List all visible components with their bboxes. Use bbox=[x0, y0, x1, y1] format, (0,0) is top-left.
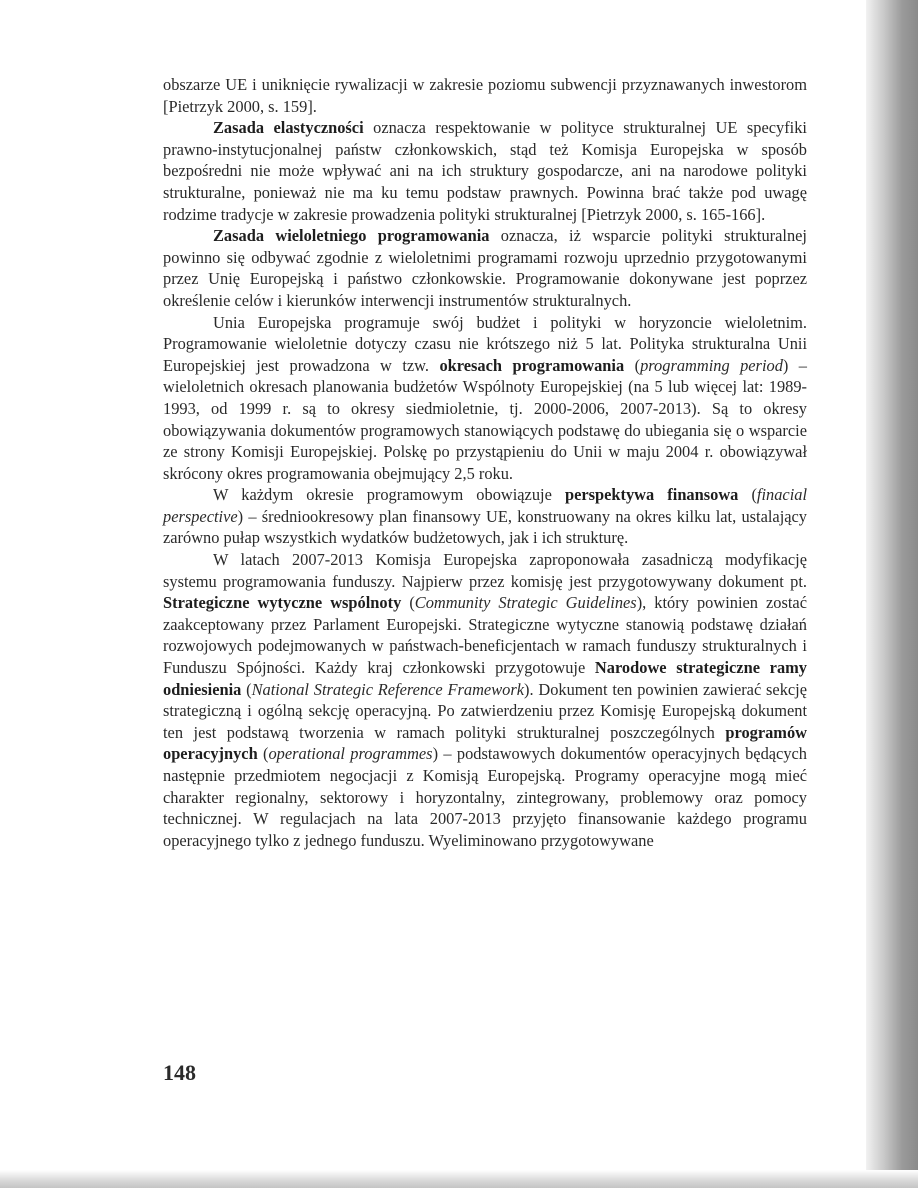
bold-term: okresach programowania bbox=[439, 355, 625, 375]
italic-term: programming period bbox=[640, 355, 783, 375]
bold-term: Strategiczne wytyczne wspólnoty bbox=[163, 593, 402, 613]
text-run: ( bbox=[738, 485, 757, 505]
text-run: ( bbox=[241, 679, 252, 699]
text-run: W każdym okresie programowym obowiązuje bbox=[213, 485, 565, 505]
paragraph bbox=[163, 225, 807, 311]
paragraph bbox=[163, 117, 807, 225]
bold-term: perspektywa finansowa bbox=[564, 485, 739, 505]
text-run: ), który powinien zostać zaakceptowany przez Parlament Europejski. Strategiczne wytyczne stanowią podstawę działań rozwojowych podejmowanych w państwach-beneficjentach w ramach funduszy strukturalnych i Funduszu Spójności. Każdy kraj członkowski przygotowuje bbox=[163, 593, 807, 678]
italic-term: Community Strategic Guidelines bbox=[414, 593, 637, 613]
paragraph bbox=[163, 74, 807, 117]
text-run: ) – podstawowych dokumentów operacyjnych będących następnie przedmiotem negocjacji z Komisją Europejską. Programy operacyjne mogą mieć charakter regionalny, sektorowy i horyzontalny, zintegrowany, problemowy oraz pomocy technicznej. W regulacjach na lata 2007-2013 przyjęto finansowanie każdego programu operacyjnego tylko z jednego funduszu. Wyeliminowano przygotowywane bbox=[163, 744, 807, 850]
text-run: ( bbox=[624, 355, 641, 375]
page-number: 148 bbox=[163, 1060, 196, 1085]
paragraph bbox=[163, 312, 807, 485]
paragraph bbox=[163, 549, 807, 851]
text-run: ). Dokument ten powinien zawierać sekcję strategiczną i ogólną sekcję operacyjną. Po zatwierdzeniu przez Komisję Europejską dokument ten jest podstawą tworzenia w ramach polityki strukturalnej poszczególnych bbox=[163, 679, 807, 742]
bold-term: Narodowe strategiczne ramy odniesienia bbox=[163, 658, 807, 699]
italic-term: National Strategic Reference Framework bbox=[251, 679, 524, 699]
scan-edge-shadow bbox=[866, 0, 918, 1188]
bold-term: Zasada wieloletniego programowania bbox=[213, 226, 490, 246]
italic-term: finacial perspective bbox=[163, 485, 807, 526]
text-run: ( bbox=[401, 593, 415, 613]
body-text bbox=[163, 74, 807, 851]
text-run: ) – wieloletnich okresach planowania budżetów Wspólnoty Europejskiej (na 5 lub więcej lat: 1989-1993, od 1999 r. są to okresy siedmioletnie, tj. 2000-2006, 2007-2013). Są to okresy obowiązywania dokumentów programowych stanowiących podstawę do ubiegania się o wsparcie ze strony Komisji Europejskiej. Polskę po przystąpieniu do Unii w maju 2004 r. obowiązywał skrócony okres programowania obejmujący 2,5 roku. bbox=[163, 355, 807, 483]
text-run: oznacza respektowanie w polityce strukturalnej UE specyfiki prawno-instytucjonalnej państw członkowskich, stąd też Komisja Europejska w sposób bezpośredni nie może wpływać ani na ich struktury gospodarcze, ani na narodowe polityki strukturalne, ponieważ nie ma ku temu podstaw prawnych. Powinna brać także pod uwagę rodzime tradycje w zakresie prowadzenia polityki strukturalnej [Pietrzyk 2000, s. 165-166]. bbox=[163, 118, 807, 224]
bold-term: Zasada elastyczności bbox=[213, 118, 364, 138]
text-run: ( bbox=[257, 744, 269, 764]
bold-term: programów operacyjnych bbox=[163, 722, 807, 764]
text-run: oznacza, iż wsparcie polityki strukturalnej powinno się odbywać zgodnie z wieloletnimi programami rozwoju uprzednio przygotowanymi przez Unię Europejską i państwo członkowskie. Programowanie dokonywane jest poprzez określenie celów i kierunków interwencji instrumentów strukturalnych. bbox=[163, 226, 807, 310]
scan-bottom-shadow bbox=[0, 1170, 918, 1188]
paragraph bbox=[163, 484, 807, 549]
text-run: Unia Europejska programuje swój budżet i polityki w horyzoncie wieloletnim. Programowanie wieloletnie dotyczy czasu nie krótszego niż 5 lat. Polityka strukturalna Unii Europejskiej jest prowadzona w tzw. bbox=[163, 312, 807, 375]
italic-term: operational programmes bbox=[268, 744, 433, 764]
text-run: W latach 2007-2013 Komisja Europejska zaproponowała zasadniczą modyfikację systemu programowania funduszy. Najpierw przez komisję jest przygotowywany dokument pt. bbox=[163, 550, 807, 591]
text-run: ) – średniookresowy plan finansowy UE, konstruowany na okres kilku lat, ustalający zarówno pułap wszystkich wydatków budżetowych, jak i ich strukturę. bbox=[163, 506, 807, 548]
text-run: obszarze UE i uniknięcie rywalizacji w zakresie poziomu subwencji przyznawanych inwestorom [Pietrzyk 2000, s. 159]. bbox=[163, 75, 807, 116]
